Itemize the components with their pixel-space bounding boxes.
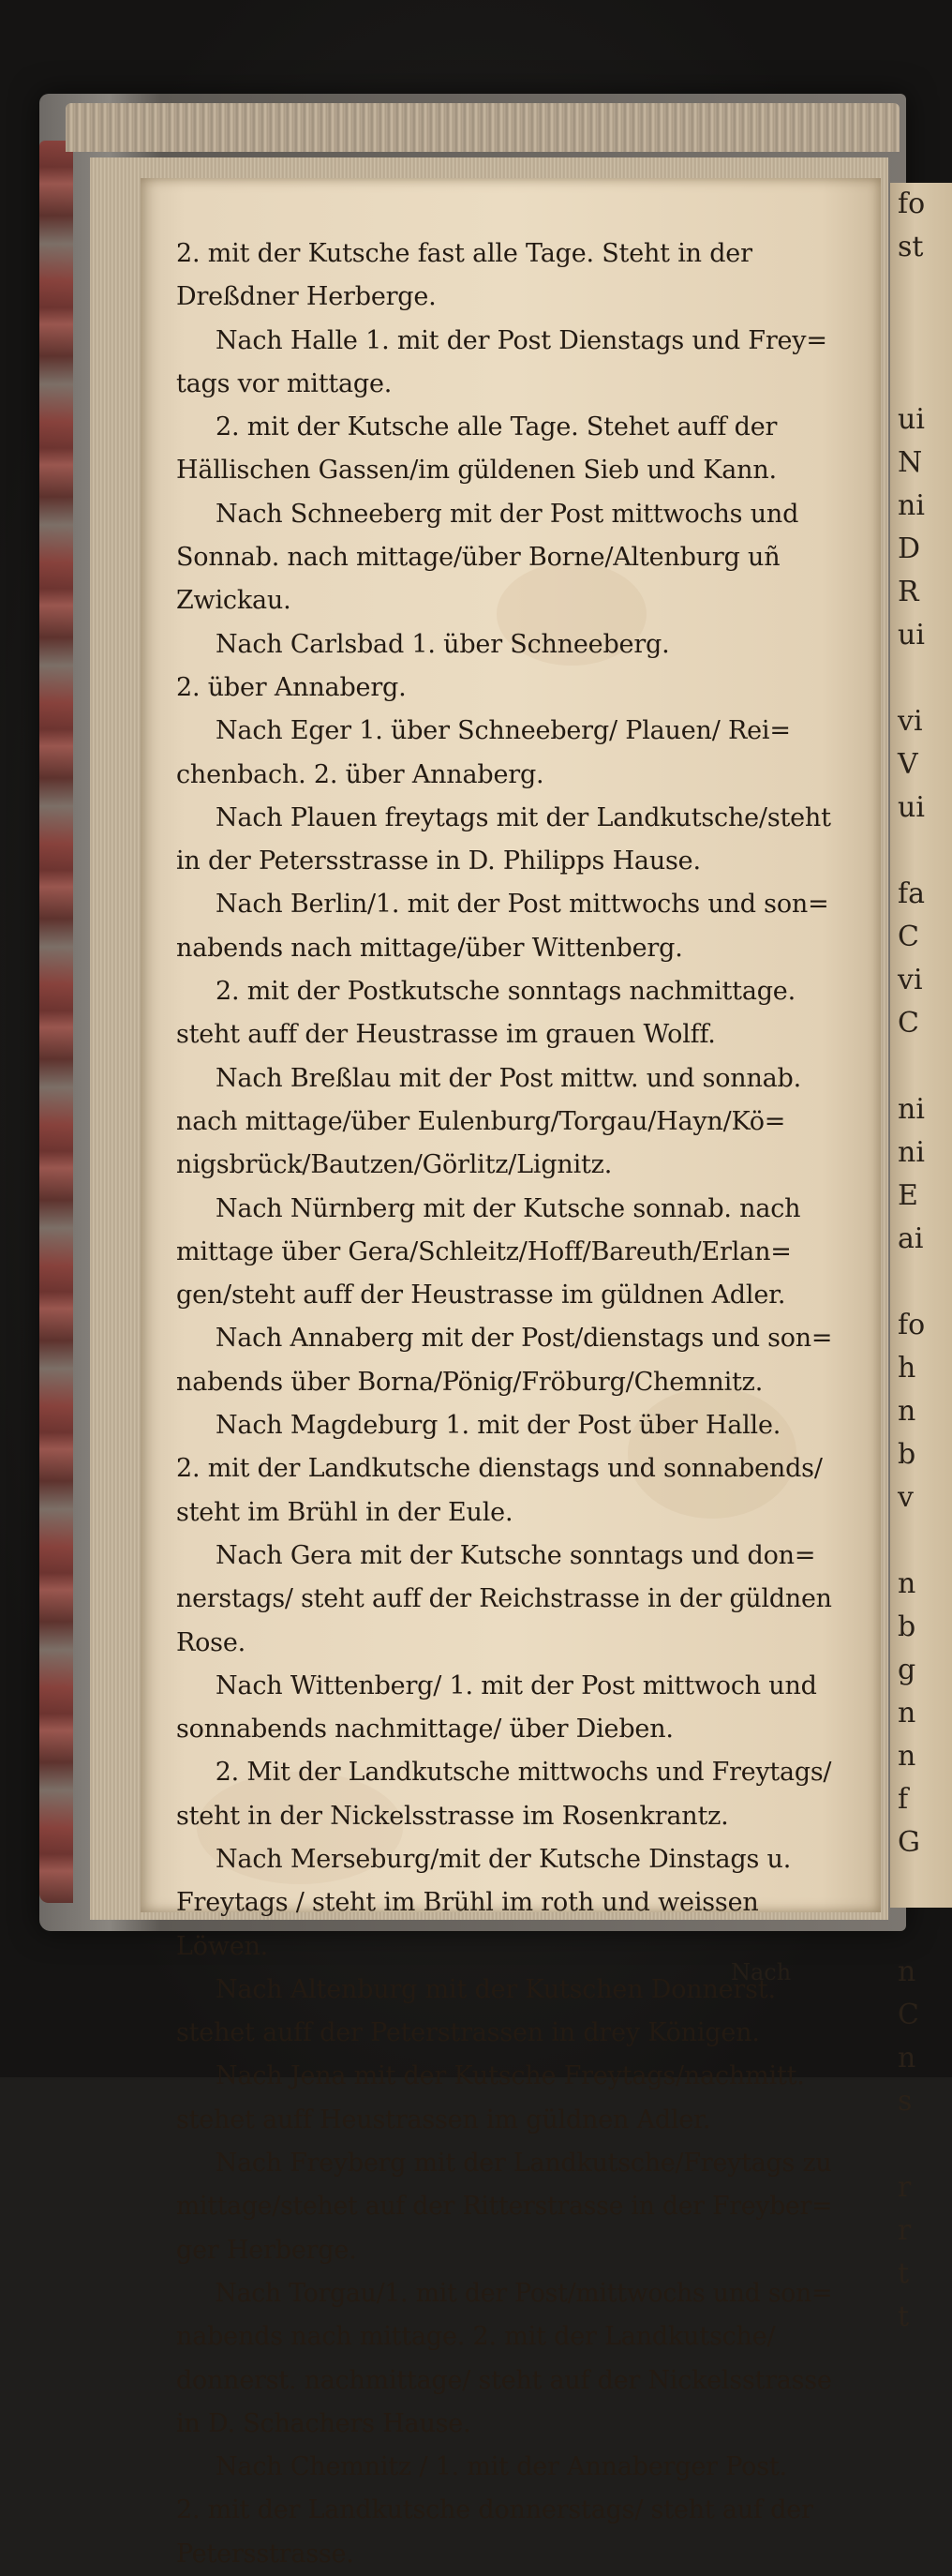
text-line: Dreßdner Herberge. [176,282,437,312]
text-line: stehet auff Heustrassen im güldnen Adler. [176,2104,711,2134]
facing-page-text-fragment: v [898,1481,914,1514]
facing-page-text-fragment: f [898,1783,909,1816]
text-line: Hällischen Gassen/im güldenen Sieb und Kann. [176,456,777,486]
text-line: 2. Mit der Landkutsche mittwochs und Freytags/ [215,1758,832,1788]
facing-page-text-fragment: n [898,1567,916,1600]
text-line: Nach Annaberg mit der Post/dienstags und son= [215,1324,833,1354]
facing-page-text-fragment [898,1865,952,1908]
text-line: Nach Merseburg/mit der Kutsche Dinstags u. [216,1844,792,1874]
text-line: sonnabends nachmittage/ über Dieben. [176,1715,674,1745]
facing-page-fragment [890,183,952,2333]
text-line: gen/steht auff der Heustrasse im güldnen Adler. [176,1281,786,1310]
text-line: donnerst. nachmittage/ steht auf der Nickelsstrasse [176,2365,832,2395]
text-line: tags vor mittage. [176,368,393,398]
facing-page-text-fragment: n [898,1740,916,1773]
text-line: Nach Berlin/1. mit der Post mittwochs und son= [216,890,829,920]
text-line: ger Herberge. [176,2235,357,2265]
facing-page-text-fragment: r [898,2171,912,2204]
text-line: Nach Nürnberg mit der Kutsche sonnab. nach [216,1193,801,1223]
facing-page-text-fragment: vi [898,964,923,996]
facing-page-text-fragment: C [898,1007,919,1040]
facing-page-text-fragment: fo [898,1309,926,1341]
text-line: Nach Gera mit der Kutsche sonntags und don= [216,1540,816,1570]
facing-page-text-fragment [898,2123,952,2166]
facing-page-text-fragment: ui [898,791,925,824]
facing-page-text-fragment: N [898,446,923,479]
text-line: nerstags/ steht auff der Reichstrasse in der güldnen [176,1584,832,1614]
facing-page-text-fragment: n [898,1697,916,1730]
facing-page-text-fragment: G [898,1826,920,1859]
facing-page-text-fragment: ni [898,489,925,522]
text-line: Nach Altenburg mit der Kutschen Donnerst. [216,1974,776,2004]
facing-page-text-fragment: s [898,2085,913,2118]
text-line: Nach Breßlau mit der Post mittw. und sonnab. [216,1063,802,1093]
catchword: Nach [731,1959,792,1985]
facing-page-text-fragment: n [898,1955,916,1988]
facing-page-text-fragment: ni [898,1093,925,1126]
text-line: Nach Magdeburg 1. mit der Post über Halle. [216,1411,781,1441]
facing-page-text-fragment: R [898,576,919,608]
facing-page-text-fragment: C [898,921,919,953]
facing-page-text-fragment: ai [898,1222,924,1255]
facing-page-text-fragment: n [898,1395,916,1428]
facing-page-text-fragment: ui [898,403,925,436]
facing-page-text-fragment [898,657,952,700]
text-line: 2. mit der Landkutsche dienstags und sonnabends/ [176,1454,823,1484]
red-binding-edge [39,141,73,1903]
text-line: nach mittage/über Eulenburg/Torgau/Hayn/Kö= [176,1106,786,1136]
text-line: Nach Plauen freytags mit der Landkutsche/steht [216,802,831,832]
text-line: 2. über Annaberg. [176,672,407,702]
text-line: Zwickau. [176,586,291,616]
text-line: steht auff der Heustrasse im grauen Wolff. [176,1020,716,1050]
facing-page-text-fragment [898,355,952,398]
text-line: in D. Schachers Hause. [176,2408,471,2438]
facing-page-text-fragment [898,1520,952,1563]
text-line: Freytags / steht im Brühl im roth und weissen [176,1888,759,1918]
facing-page-text-fragment: b [898,1610,916,1643]
facing-page-text-fragment: vi [898,705,923,738]
facing-page-text-fragment: n [898,2042,916,2074]
facing-page-text-fragment: fo [898,187,926,220]
facing-page-text-fragment: st [898,231,924,263]
text-line: Sonnab. nach mittage/über Borne/Altenburg uñ [176,543,781,573]
text-line: steht in der Nickelsstrasse im Rosenkrantz. [176,1801,729,1831]
text-line: Nach Chemnitz / 1. mit der Annaberger Post. [216,2452,787,2482]
facing-page-text-fragment [898,312,952,355]
text-line: 2. mit der Postkutsche sonntags nachmittage. [216,977,796,1007]
facing-page-text-fragment [898,830,952,873]
text-line: chenbach. 2. über Annaberg. [176,759,544,789]
text-line: nabends nach mittage. 2. mit der Landkutsche/ [176,2322,776,2352]
text-line: Nach Torgau/1. mit der Post/mittwochs und son= [215,2278,833,2308]
text-line: nabends nach mittage/über Wittenberg. [176,933,683,963]
text-line: Nach Wittenberg/ 1. mit der Post mittwoch und [216,1670,817,1700]
facing-page-text-fragment [898,1908,952,1951]
text-line: mittage über Gera/Schleitz/Hoff/Bareuth/Erlan= [176,1236,792,1266]
text-line: Nach Freyberg mit der Landkutsche/Freytags zu [215,2149,832,2179]
text-line: Nach Jena mit der Kutsche Freytags/nachmitt. [216,2061,805,2091]
text-line: 2. mit der Kutsche fast alle Tage. Steht in der [176,239,752,268]
text-line: 2. mit der Landkutsche donnerstags/ steht auf der [176,2495,813,2525]
facing-page-text-fragment: V [898,748,918,781]
facing-page-text-fragment: b [898,1438,916,1471]
facing-page-text-fragment: h [898,1352,916,1385]
text-line: Petersstrasse. [176,2539,354,2569]
facing-page-text-fragment: C [898,1999,919,2031]
text-line: stehet auff der Peterstrassen in drey Königen. [176,2018,760,2048]
facing-page-text-fragment: E [898,1179,918,1212]
facing-page-text-fragment [898,1045,952,1088]
facing-page-text-fragment: t [898,2257,910,2290]
facing-page-text-fragment: ui [898,619,925,651]
facing-page-text-fragment: r [898,2214,912,2247]
facing-page-text-fragment: ni [898,1136,925,1169]
text-line: Nach Eger 1. über Schneeberg/ Plauen/ Rei= [216,716,791,746]
text-line: nabends über Borna/Pönig/Fröburg/Chemnitz. [176,1367,764,1397]
facing-page-text-fragment [898,269,952,312]
facing-page-text-fragment: fa [898,877,925,910]
page-edges-top [66,103,900,152]
text-line: mittage/stehet auf der Ritterstrasse in der Freyber= [176,2192,833,2222]
text-line: Löwen. [176,1931,269,1961]
facing-page-text-fragment: t [898,2300,910,2333]
text-line: Nach Carlsbad 1. über Schneeberg. [216,629,670,659]
text-line: steht im Brühl in der Eule. [176,1497,513,1527]
text-line: nigsbrück/Bautzen/Görlitz/Lignitz. [176,1150,613,1180]
text-line: Nach Halle 1. mit der Post Dienstags und Frey= [216,325,827,355]
text-line: 2. mit der Kutsche alle Tage. Stehet auff der [216,412,778,442]
text-line: Nach Schneeberg mit der Post mittwochs und [216,499,799,529]
facing-page-text-fragment: D [898,532,921,565]
text-line: Rose. [176,1627,246,1657]
text-line: in der Petersstrasse in D. Philipps Hause. [176,846,701,876]
page-text [176,232,832,2576]
facing-page-text-fragment [898,1261,952,1304]
facing-page-text-fragment: g [898,1654,916,1686]
